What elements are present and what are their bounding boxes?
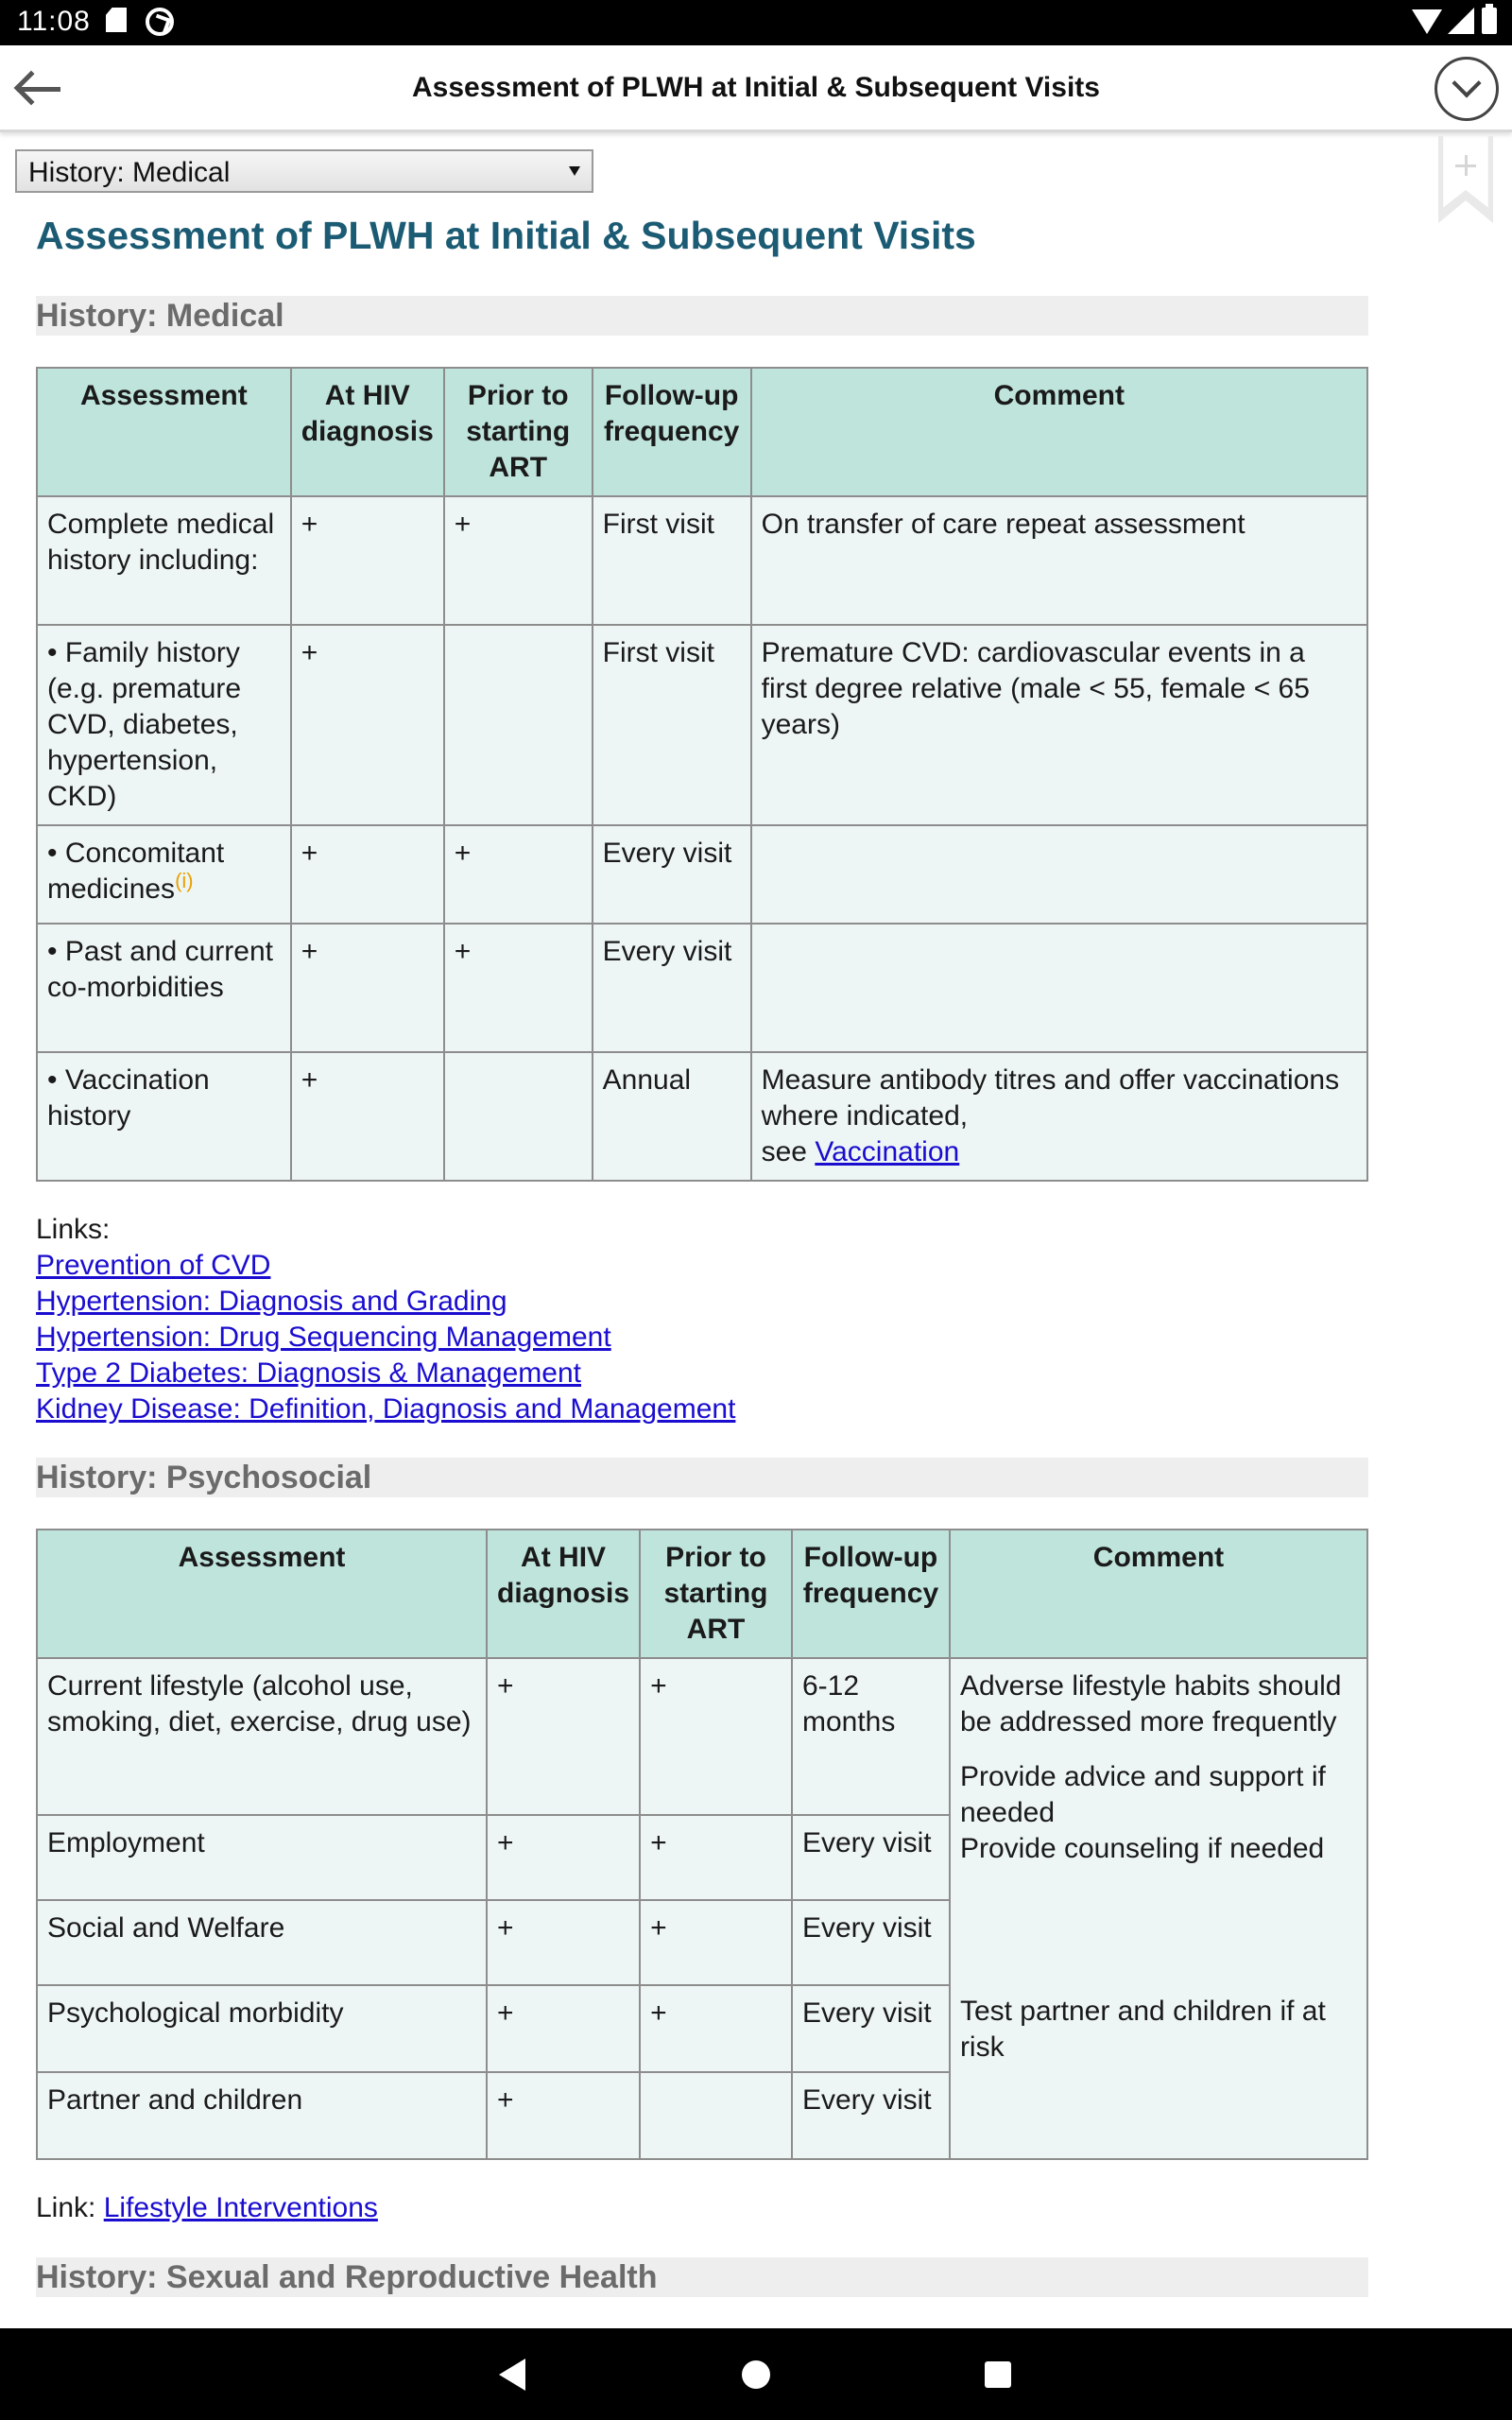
assessment-cell: Social and Welfare <box>37 1900 487 1985</box>
assessment-cell: Current lifestyle (alcohol use, smoking, diet, exercise, drug use) <box>37 1658 487 1815</box>
prior-art-cell <box>640 2072 792 2159</box>
back-arrow-head-icon <box>14 71 49 106</box>
frequency-cell: Every visit <box>792 1815 950 1900</box>
sync-icon <box>146 8 174 36</box>
column-header: Comment <box>751 368 1367 496</box>
column-header: Comment <box>950 1530 1367 1658</box>
table-row <box>37 625 1367 825</box>
at-diagnosis-cell: + <box>487 1815 640 1900</box>
at-diagnosis-cell: + <box>291 1052 444 1181</box>
link-hypertension-diagnosis[interactable]: Hypertension: Diagnosis and Grading <box>36 1286 507 1317</box>
comment-lifestyle: Adverse lifestyle habits should be addressed more frequently <box>959 1670 1342 1737</box>
app-bar-title: Assessment of PLWH at Initial & Subsequent Visits <box>412 72 1100 103</box>
comment-counseling: Provide counseling if needed <box>959 1833 1325 1864</box>
comment-cell <box>751 924 1367 1052</box>
navigation-bar <box>0 2328 1512 2420</box>
comment-text: Measure antibody titres and offer vaccinations where indicated, <box>761 1064 1340 1132</box>
comment-partner: Test partner and children if at risk <box>959 1996 1326 2063</box>
link-label: Link: <box>36 2192 96 2223</box>
comment-cell <box>751 825 1367 924</box>
column-header: Follow-up frequency <box>593 368 751 496</box>
comment-cell: Premature CVD: cardiovascular events in a first degree relative (male < 55, female < 65 years) <box>751 625 1367 825</box>
assessment-cell: • Vaccination history <box>37 1052 291 1181</box>
at-diagnosis-cell: + <box>487 1985 640 2072</box>
column-header: Follow-up frequency <box>792 1530 950 1658</box>
section-heading-psychosocial: History: Psychosocial <box>36 1458 1368 1497</box>
column-header: At HIV diagnosis <box>487 1530 640 1658</box>
medical-history-table <box>36 367 1368 1182</box>
comment-advice: Provide advice and support if needed <box>959 1761 1326 1828</box>
assessment-cell: • Family history (e.g. premature CVD, diabetes, hypertension, CKD) <box>37 625 291 825</box>
table-row <box>37 924 1367 1052</box>
link-kidney-disease[interactable]: Kidney Disease: Definition, Diagnosis and Management <box>36 1393 736 1425</box>
link-type-2-diabetes[interactable]: Type 2 Diabetes: Diagnosis & Management <box>36 1357 581 1389</box>
assessment-cell: Partner and children <box>37 2072 487 2159</box>
prior-art-cell: + <box>640 1985 792 2072</box>
dropdown-caret-icon <box>569 166 580 176</box>
assessment-cell: Psychological morbidity <box>37 1985 487 2072</box>
table-row <box>37 1052 1367 1181</box>
nav-back-icon[interactable] <box>499 2359 525 2391</box>
assessment-cell: • Past and current co-morbidities <box>37 924 291 1052</box>
comment-see-text: see <box>761 1136 807 1167</box>
column-header: Prior to starting ART <box>444 368 593 496</box>
assessment-cell: Complete medical history including: <box>37 496 291 625</box>
frequency-cell: Every visit <box>593 924 751 1052</box>
at-diagnosis-cell: + <box>291 924 444 1052</box>
column-header: Prior to starting ART <box>640 1530 792 1658</box>
column-header: Assessment <box>37 1530 487 1658</box>
back-button[interactable] <box>6 57 70 121</box>
link-prevention-of-cvd[interactable]: Prevention of CVD <box>36 1250 271 1281</box>
wifi-icon <box>1412 9 1442 34</box>
chevron-down-icon <box>1452 68 1481 97</box>
nav-home-icon[interactable] <box>742 2360 770 2389</box>
bookmark-add-button[interactable] <box>1438 136 1493 223</box>
section-heading-medical: History: Medical <box>36 296 1368 336</box>
at-diagnosis-cell: + <box>487 1900 640 1985</box>
table-header-row <box>37 1530 1367 1658</box>
medical-links <box>36 1212 735 1427</box>
at-diagnosis-cell: + <box>487 1658 640 1815</box>
link-hypertension-drug-sequencing[interactable]: Hypertension: Drug Sequencing Management <box>36 1322 611 1353</box>
comment-cell: On transfer of care repeat assessment <box>751 496 1367 625</box>
table-header-row <box>37 368 1367 496</box>
at-diagnosis-cell: + <box>487 2072 640 2159</box>
info-icon[interactable]: (i) <box>175 869 194 892</box>
prior-art-cell: + <box>640 1900 792 1985</box>
prior-art-cell: + <box>444 825 593 924</box>
assessment-cell: Employment <box>37 1815 487 1900</box>
comment-cell <box>751 1052 1367 1181</box>
prior-art-cell: + <box>444 924 593 1052</box>
prior-art-cell <box>444 1052 593 1181</box>
table-row <box>37 496 1367 625</box>
status-time: 11:08 <box>17 6 91 37</box>
collapse-button[interactable] <box>1435 57 1499 121</box>
assessment-cell <box>37 825 291 924</box>
frequency-cell: Every visit <box>792 2072 950 2159</box>
section-select-value: History: Medical <box>28 157 231 188</box>
at-diagnosis-cell: + <box>291 825 444 924</box>
sd-card-icon <box>106 8 127 32</box>
links-label: Links: <box>36 1214 111 1245</box>
frequency-cell: First visit <box>593 496 751 625</box>
comment-cell <box>950 1658 1367 2159</box>
prior-art-cell <box>444 625 593 825</box>
bookmark-icon <box>1438 136 1493 223</box>
table-row <box>37 1658 1367 1815</box>
column-header: Assessment <box>37 368 291 496</box>
nav-recents-icon[interactable] <box>985 2361 1011 2388</box>
prior-art-cell: + <box>640 1658 792 1815</box>
table-row <box>37 825 1367 924</box>
psychosocial-links <box>36 2190 378 2226</box>
app-bar <box>0 45 1512 132</box>
prior-art-cell: + <box>444 496 593 625</box>
assessment-text: • Concomitant medicines <box>47 838 225 905</box>
frequency-cell: First visit <box>593 625 751 825</box>
column-header: At HIV diagnosis <box>291 368 444 496</box>
at-diagnosis-cell: + <box>291 625 444 825</box>
page-title: Assessment of PLWH at Initial & Subsequent Visits <box>36 214 976 257</box>
prior-art-cell: + <box>640 1815 792 1900</box>
frequency-cell: Every visit <box>792 1985 950 2072</box>
at-diagnosis-cell: + <box>291 496 444 625</box>
section-heading-sexual-health: History: Sexual and Reproductive Health <box>36 2257 1368 2297</box>
frequency-cell: Every visit <box>792 1900 950 1985</box>
frequency-cell: 6-12 months <box>792 1658 950 1815</box>
link-lifestyle-interventions[interactable]: Lifestyle Interventions <box>103 2192 378 2223</box>
psychosocial-history-table <box>36 1529 1368 2160</box>
frequency-cell: Annual <box>593 1052 751 1181</box>
battery-icon <box>1482 8 1497 34</box>
frequency-cell: Every visit <box>593 825 751 924</box>
signal-icon <box>1448 8 1474 34</box>
status-bar <box>0 0 1512 45</box>
section-select[interactable] <box>15 149 593 193</box>
vaccination-link[interactable]: Vaccination <box>815 1136 960 1167</box>
